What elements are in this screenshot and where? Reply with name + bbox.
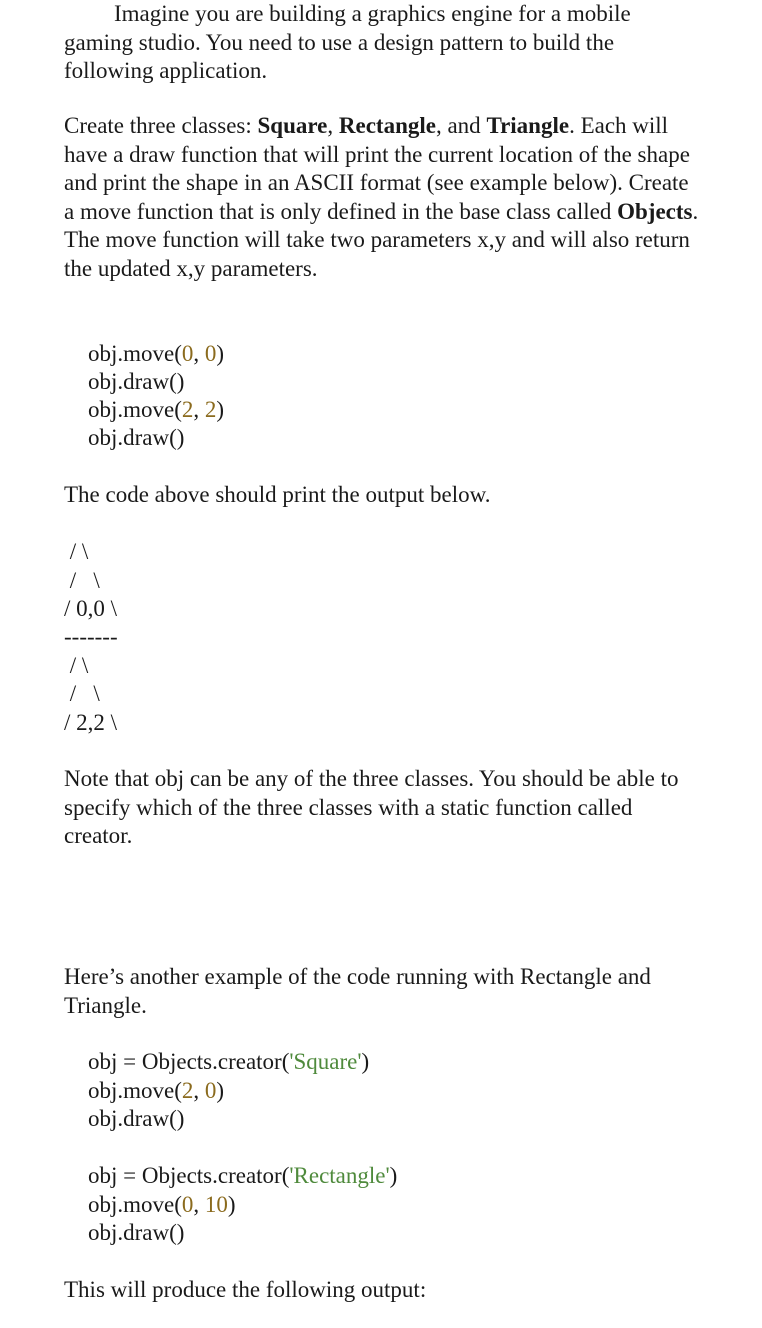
output-intro: The code above should print the output below. <box>64 482 491 507</box>
another-example-paragraph: Here’s another example of the code running with Rectangle and Triangle. <box>64 964 651 1018</box>
ascii-line: / 2,2 \ <box>64 710 118 735</box>
task-paragraph <box>64 112 704 283</box>
code-text: obj.move( <box>88 397 182 422</box>
ascii-line: / \ <box>64 653 89 678</box>
code-line <box>88 1191 236 1219</box>
code-text: ) <box>216 341 225 366</box>
code-line: obj.draw() <box>88 1106 185 1131</box>
ascii-line: / \ <box>64 681 100 706</box>
code-text: obj.move( <box>88 1078 182 1103</box>
ascii-line: / 0,0 \ <box>64 596 118 621</box>
code-line <box>88 396 224 424</box>
code-text: obj = Objects.creator( <box>88 1049 290 1074</box>
code-line <box>88 1162 397 1190</box>
code-line <box>88 1077 224 1105</box>
code-text: , <box>193 397 205 422</box>
code-string: 'Square' <box>289 1049 362 1074</box>
code-number: 2 <box>204 397 217 422</box>
task-text-2: . Each will have a draw function that will print the current location of the shape and print the shape in an ASCII format (see example below). Create a move function that is only defined in the base class called <box>64 113 690 224</box>
code-text: obj.move( <box>88 1192 182 1217</box>
code-line <box>88 1048 369 1076</box>
code-text: ) <box>361 1049 370 1074</box>
base-class-name-objects: Objects <box>617 198 693 224</box>
code-number: 0 <box>204 1078 217 1103</box>
code-text: obj = Objects.creator( <box>88 1163 290 1188</box>
code-number: 0 <box>181 341 194 366</box>
code-text: ) <box>216 397 225 422</box>
code-text: , <box>193 1078 205 1103</box>
code-number: 2 <box>181 397 194 422</box>
code-text: obj.move( <box>88 341 182 366</box>
code-number: 2 <box>181 1078 194 1103</box>
code-number: 0 <box>181 1192 194 1217</box>
code-text: ) <box>227 1192 236 1217</box>
code-line <box>88 340 224 368</box>
ascii-line: ------- <box>64 624 118 649</box>
code-number: 10 <box>204 1192 228 1217</box>
code-line: obj.draw() <box>88 369 185 394</box>
code-line: obj.draw() <box>88 425 185 450</box>
task-and: , and <box>435 113 487 138</box>
code-number: 0 <box>204 341 217 366</box>
ascii-line: / \ <box>64 568 100 593</box>
task-text-3: . The move function will take two parameters x,y and will also return the updated x,y parameters. <box>64 198 699 281</box>
class-name-square: Square <box>257 113 328 138</box>
class-name-rectangle: Rectangle <box>338 113 436 138</box>
task-text-1: Create three classes: <box>64 113 258 138</box>
code-string: 'Rectangle' <box>289 1163 390 1188</box>
task-comma: , <box>327 113 339 138</box>
code-text: , <box>193 341 205 366</box>
code-text: ) <box>389 1163 398 1188</box>
class-name-triangle: Triangle <box>486 113 570 138</box>
note-paragraph: Note that obj can be any of the three classes. You should be able to specify which of the three classes with a static function called creator. <box>64 766 679 848</box>
code-text: ) <box>216 1078 225 1103</box>
intro-paragraph: Imagine you are building a graphics engine for a mobile gaming studio. You need to use a design pattern to build the following application. <box>64 1 631 83</box>
ascii-line: / \ <box>64 539 89 564</box>
code-line: obj.draw() <box>88 1220 185 1245</box>
closing-text: This will produce the following output: <box>64 1277 427 1302</box>
code-text: , <box>193 1192 205 1217</box>
